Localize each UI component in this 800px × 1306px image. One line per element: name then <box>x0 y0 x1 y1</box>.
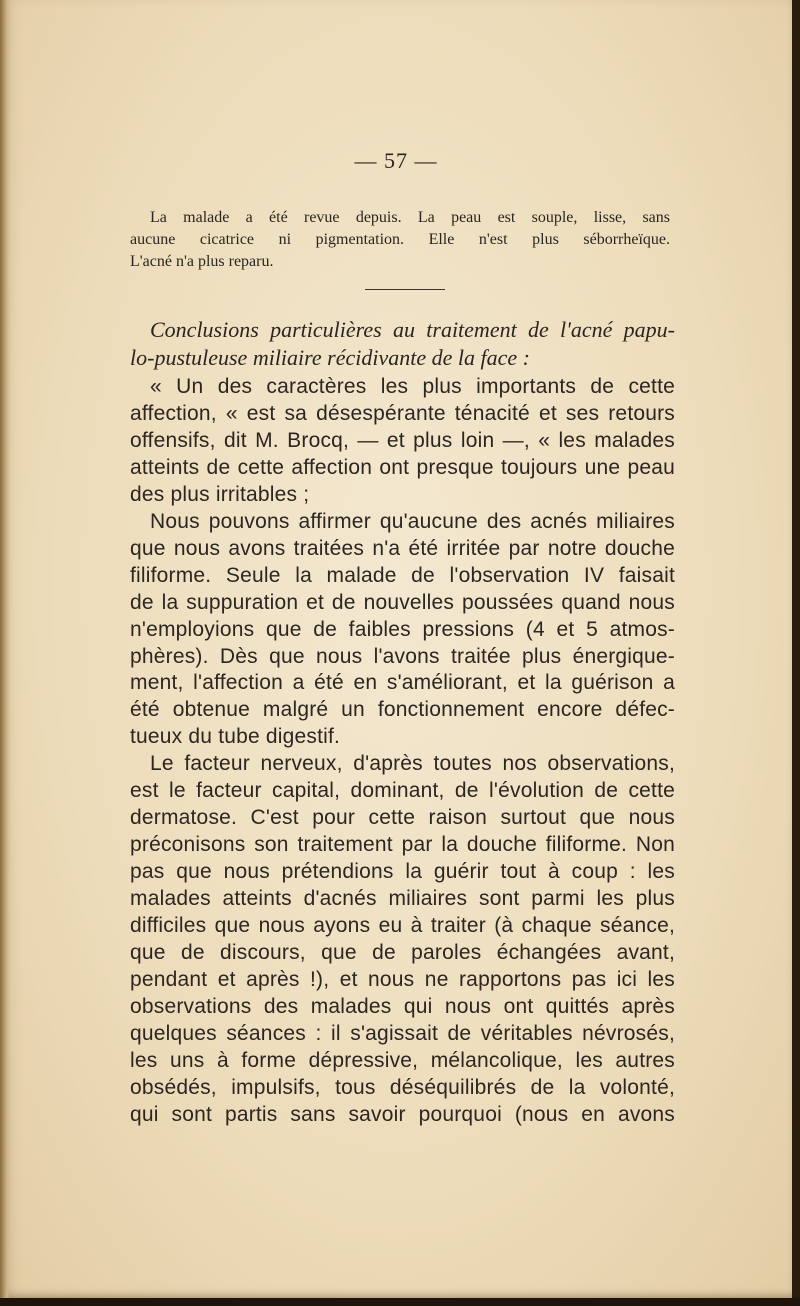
body-line: phères). Dès que nous l'avons traitée plus énergique- <box>130 644 675 668</box>
body-line: ment, l'affection a été en s'améliorant, et la guérison a <box>130 671 675 695</box>
intro-paragraph <box>130 207 670 273</box>
body-line: les uns à forme dépressive, mélancolique, les autres <box>130 1048 675 1072</box>
body-line: n'employions que de faibles pressions (4 et 5 atmos- <box>130 617 675 641</box>
body-text <box>130 374 675 1129</box>
body-line: affection, « est sa désespérante ténacité et ses retours <box>130 401 675 425</box>
heading-line: lo-pustuleuse miliaire récidivante de la face : <box>130 345 530 370</box>
intro-line: aucune cicatrice ni pigmentation. Elle n'est plus séborrheïque. <box>130 231 670 248</box>
page-binding-shadow <box>0 0 10 1298</box>
heading-line: Conclusions particulières au traitement de l'acné papu- <box>150 317 675 342</box>
body-line: pendant et après !), et nous ne rapportons pas ici les <box>130 967 675 991</box>
body-line: des plus irritables ; <box>130 482 310 506</box>
body-line: Le facteur nerveux, d'après toutes nos observations, <box>150 752 675 776</box>
body-line: que de discours, que de paroles échangées avant, <box>130 941 675 965</box>
body-line: de la suppuration et de nouvelles poussées quand nous <box>130 590 675 614</box>
body-line: est le facteur capital, dominant, de l'évolution de cette <box>130 779 675 803</box>
body-line: préconisons son traitement par la douche filiforme. Non <box>130 833 675 857</box>
body-line: difficiles que nous ayons eu à traiter (à chaque séance, <box>130 914 675 938</box>
body-line: offensifs, dit M. Brocq, — et plus loin —, « les malades <box>130 428 675 452</box>
body-line: que nous avons traitées n'a été irritée par notre douche <box>130 536 675 560</box>
body-line: dermatose. C'est pour cette raison surtout que nous <box>130 806 675 830</box>
page-edge-bottom <box>0 1298 800 1306</box>
body-line: pas que nous prétendions la guérir tout à coup : les <box>130 860 675 884</box>
body-line: qui sont partis sans savoir pourquoi (nous en avons <box>130 1102 675 1126</box>
body-line: malades atteints d'acnés miliaires sont parmi les plus <box>130 887 675 911</box>
body-line: filiforme. Seule la malade de l'observation IV faisait <box>130 563 675 587</box>
body-line: obsédés, impulsifs, tous déséquilibrés de la volonté, <box>130 1075 675 1099</box>
intro-line: L'acné n'a plus reparu. <box>130 253 274 270</box>
body-line: atteints de cette affection ont presque toujours une peau <box>130 455 675 479</box>
body-line: observations des malades qui nous ont quittés après <box>130 994 675 1018</box>
page-number: — 57 — <box>354 148 438 173</box>
section-divider <box>365 289 445 290</box>
intro-line: La malade a été revue depuis. La peau est souple, lisse, sans <box>150 209 670 226</box>
body-line: « Un des caractères les plus importants de cette <box>150 375 675 398</box>
body-line: quelques séances : il s'agissait de véritables névrosés, <box>130 1021 675 1045</box>
body-line: été obtenue malgré un fonctionnement encore défec- <box>130 698 675 722</box>
body-line: Nous pouvons affirmer qu'aucune des acnés miliaires <box>150 509 675 533</box>
section-heading <box>130 316 675 372</box>
body-line: tueux du tube digestif. <box>130 725 341 749</box>
page-edge-right <box>792 0 800 1306</box>
